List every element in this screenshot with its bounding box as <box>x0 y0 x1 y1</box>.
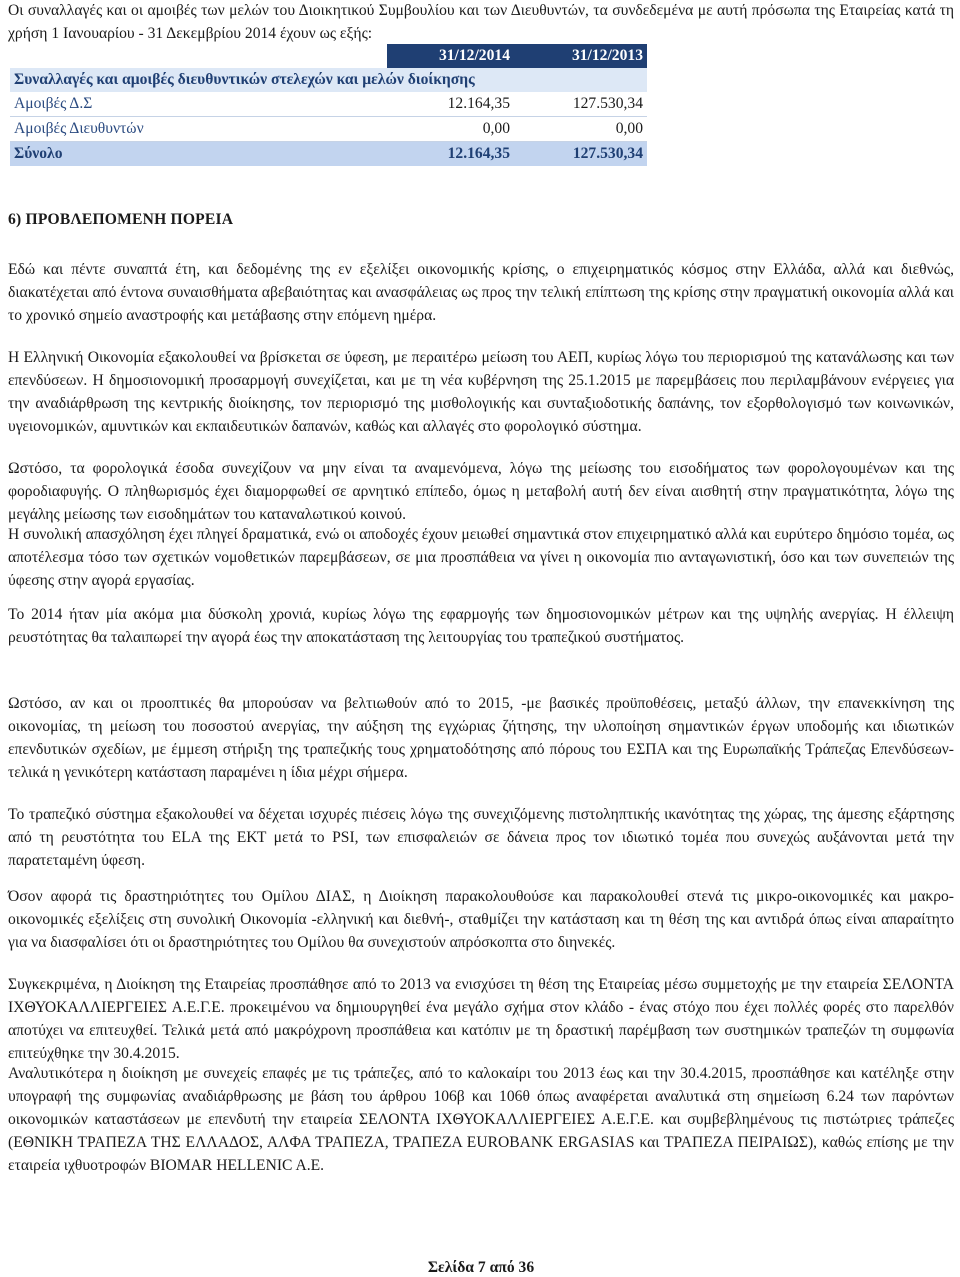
table-header-row <box>10 44 647 68</box>
paragraph: Ωστόσο, τα φορολογικά έσοδα συνεχίζουν να μην είναι τα αναμενόμενα, λόγω της μείωσης του εισοδήματος των φορολογουμένων και της φοροδιαφυγής. Ο πληθωρισμός έχει διαμορφωθεί σε αρνητικό επίπεδο, όμως η μεταβολή αυτή δεν είναι αισθητή στην πραγματικότητα, λόγω της μεγάλης μείωσης των εισοδημάτων του καταναλωτικού κοινού. <box>8 460 954 523</box>
paragraph: Ωστόσο, αν και οι προοπτικές θα μπορούσαν να βελτιωθούν από το 2015, -με βασικές προϋποθέσεις, μεταξύ άλλων, την επανεκκίνηση της οικονομίας, τη μείωση του ποσοστού ανεργίας, την αύξηση της εγχώριας ζήτησης, την υλοποίηση σημαντικών έργων υποδομής και ιδιωτικών επενδυτικών σχεδίων, με έμμεση στήριξη της τραπεζικής τους χρηματοδότησης από πόρους του ΕΣΠΑ και της Ευρωπαϊκής Τράπεζας Επενδύσεων- τελικά η γενικότερη κατάσταση παραμένει η ίδια μέχρι σήμερα. <box>8 695 954 781</box>
table-row <box>10 117 647 142</box>
row-value-2013: 127.530,34 <box>514 92 647 117</box>
paragraph: Το 2014 ήταν μία ακόμα μια δύσκολη χρονιά, κυρίως λόγω της εφαρμογής των δημοσιονομικών μέτρων και της υψηλής ανεργίας. Η έλλειψη ρευστότητας θα ταλαιπωρεί την αγορά έως την αποκατάσταση της λειτουργίας του τραπεζικού συστήματος. <box>8 606 954 646</box>
table-total-row <box>10 142 647 167</box>
paragraph: Η συνολική απασχόληση έχει πληγεί δραματικά, ενώ οι αποδοχές έχουν μειωθεί σημαντικά στον επιχειρηματικό αλλά και ευρύτερο δημόσιο τομέα, ως αποτέλεσμα τόσο των σχετικών νομοθετικών παρεμβάσεων, σε μια προσπάθεια να γίνει η οικονομία πιο ανταγωνιστική, όσο και των συνεπειών της ύφεσης στην αγορά εργασίας. <box>8 526 954 589</box>
table-section-row <box>10 68 647 92</box>
remuneration-table <box>10 44 647 166</box>
row-value-2013: 0,00 <box>514 117 647 142</box>
section-heading: 6) ΠΡΟΒΛΕΠΟΜΕΝΗ ΠΟΡΕΙΑ <box>8 211 234 228</box>
row-value-2014: 0,00 <box>387 117 514 142</box>
page-number: Σελίδα 7 από 36 <box>427 1259 535 1276</box>
table-section-title: Συναλλαγές και αμοιβές διευθυντικών στελεχών και μελών διοίκησης <box>10 68 647 92</box>
table-row <box>10 92 647 117</box>
paragraph: Όσον αφορά τις δραστηριότητες του Ομίλου ΔΙΑΣ, η Διοίκηση παρακολουθούσε και παρακολουθεί στενά τις μικρο-οικονομικές και μακρο-οικονομικές εξελίξεις στη συνολική Οικονομία -ελληνική και διεθνή-, σταθμίζει την κατάσταση και τη θέση της και αντιδρά όπως είναι απαραίτητο για να διασφαλίσει ότι οι δραστηριότητες του Ομίλου θα συνεχιστούν απρόσκοπτα στο διηνεκές. <box>8 888 954 951</box>
total-value-2013: 127.530,34 <box>514 142 647 167</box>
paragraph: Συγκεκριμένα, η Διοίκηση της Εταιρείας προσπάθησε από το 2013 να ενισχύσει τη θέση της Εταιρείας μέσω συμμετοχής με την εταιρεία ΣΕΛΟΝΤΑ ΙΧΘΥΟΚΑΛΛΙΕΡΓΕΙΕΣ Α.Ε.Γ.Ε. προκειμένου να δημιουργηθεί ένα μεγάλο σχήμα στον κλάδο - ένας στόχο που έχει πολλές φορές στο παρελθόν αποτύχει να επιτευχθεί. Τελικά μετά από μακρόχρονη προσπάθεια και κατόπιν με τη δραστική παρέμβαση των συστημικών τραπεζών τη συμφωνία επιτεύχθηκε την 30.4.2015. <box>8 976 954 1062</box>
column-header-2014: 31/12/2014 <box>387 44 514 68</box>
row-label: Αμοιβές Διευθυντών <box>10 117 387 142</box>
intro-paragraph: Οι συναλλαγές και οι αμοιβές των μελών του Διοικητικού Συμβουλίου και των Διευθυντών, τα συνδεδεμένα με αυτή πρόσωπα της Εταιρείας κατά τη χρήση 1 Ιανουαρίου - 31 Δεκεμβρίου 2014 έχουν ως εξής: <box>8 2 954 42</box>
total-label: Σύνολο <box>10 142 387 167</box>
paragraph: Εδώ και πέντε συναπτά έτη, και δεδομένης της εν εξελίξει οικονομικής κρίσης, ο επιχειρηματικός κόσμος στην Ελλάδα, αλλά και διεθνώς, διακατέχεται από έντονα συναισθήματα αβεβαιότητας και ανασφάλειας ως προς την τελική επίπτωση της κρίσης στην πραγματική οικονομία αλλά και το χρονικό σημείο αναστροφής και μετάβασης στην επόμενη ημέρα. <box>8 261 954 324</box>
paragraph: Το τραπεζικό σύστημα εξακολουθεί να δέχεται ισχυρές πιέσεις λόγω της συνεχιζόμενης πιστοληπτικής ικανότητας της χώρας, της άμεσης εξάρτησης από τη ρευστότητα του ELA της ΕΚΤ μετά το PSI, των επισφαλειών σε δάνεια προς τον ιδιωτικό τομέα που συνεχώς αυξάνονται μετά την παρατεταμένη ύφεση. <box>8 806 954 869</box>
column-header-2013: 31/12/2013 <box>514 44 647 68</box>
paragraph: Η Ελληνική Οικονομία εξακολουθεί να βρίσκεται σε ύφεση, με περαιτέρω μείωση του ΑΕΠ, κυρίως λόγω του περιορισμού της κατανάλωσης και των επενδύσεων. Η δημοσιονομική προσαρμογή συνεχίζεται, και με τη νέα κυβέρνηση της 25.1.2015 με παρεμβάσεις που περιλαμβάνουν ενέργειες για την αναδιάρθρωση της κεντρικής διοίκησης, τον περιορισμό της μισθολογικής και συνταξιοδοτικής δαπάνης, τον εξορθολογισμό των κοινωνικών, υγειονομικών, αμυντικών και εκπαιδευτικών δαπανών, καθώς και αλλαγές στο φορολογικό σύστημα. <box>8 349 954 435</box>
row-value-2014: 12.164,35 <box>387 92 514 117</box>
row-label: Αμοιβές Δ.Σ <box>10 92 387 117</box>
paragraph: Αναλυτικότερα η διοίκηση με συνεχείς επαφές με τις τράπεζες, από το καλοκαίρι του 2013 έως και την 30.4.2015, προσπάθησε και κατέληξε στην υπογραφή της συμφωνίας αναδιάρθρωσης με βάση του άρθρου 106β και 106θ όπως αναφέρεται αναλυτικά στη σημείωση 6.24 των παρόντων οικονομικών καταστάσεων με επενδυτή την εταιρεία ΣΕΛΟΝΤΑ ΙΧΘΥΟΚΑΛΛΙΕΡΓΕΙΕΣ Α.Ε.Γ.Ε. και συμβεβλημένους τις πιστώτριες τράπεζες (ΕΘΝΙΚΗ ΤΡΑΠΕΖΑ ΤΗΣ ΕΛΛΑΔΟΣ, ΑΛΦΑ ΤΡΑΠΕΖΑ, ΤΡΑΠΕΖΑ EUROBANK ERGASIAS και ΤΡΑΠΕΖΑ ΠΕΙΡΑΙΩΣ), καθώς επίσης με την εταιρεία ιχθυοτροφών BIOMAR HELLENIC A.E. <box>8 1065 954 1174</box>
total-value-2014: 12.164,35 <box>387 142 514 167</box>
